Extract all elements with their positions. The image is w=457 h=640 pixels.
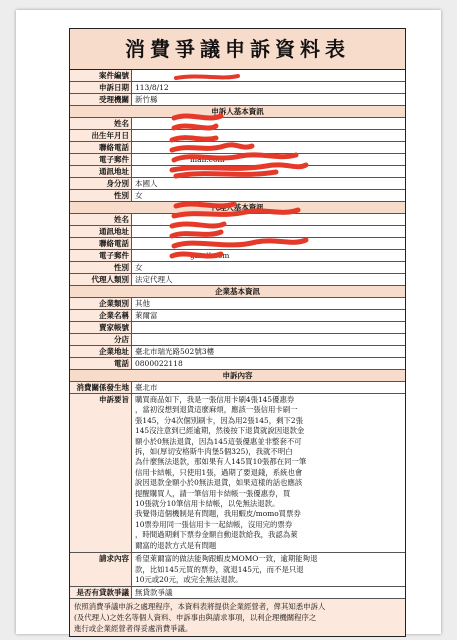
- row-agent-address: [70, 226, 405, 238]
- company-section-header: 企業基本資訊: [70, 286, 405, 298]
- agent-phone-label: 聯絡電話: [70, 238, 132, 249]
- agent-name-value: [132, 214, 405, 225]
- complainant-email-label: 電子郵件: [70, 154, 132, 165]
- row-complainant-dob: [70, 130, 405, 142]
- company-name-label: 企業名稱: [70, 310, 132, 321]
- complaint-form: [69, 28, 406, 637]
- complainant-name-label: 姓名: [70, 118, 132, 129]
- complainant-dob-value: [132, 130, 405, 141]
- row-complainant-identity: [70, 178, 405, 190]
- agent-email-domain: gmail.com: [190, 251, 230, 260]
- company-branch-label: 分店: [70, 334, 132, 345]
- loan-dispute-label: 是否有貸款爭議: [70, 587, 132, 598]
- complaint-section-header: 申訴內容: [70, 370, 405, 382]
- case-no-label: 案件編號: [70, 70, 132, 81]
- row-complaint-location: [70, 382, 405, 394]
- row-complainant-name: [70, 118, 405, 130]
- company-tel-label: 電話: [70, 358, 132, 369]
- row-company-website: [70, 322, 405, 334]
- row-company-branch: [70, 334, 405, 346]
- complainant-address-label: 通訊地址: [70, 166, 132, 177]
- company-website-label: 賣家帳號: [70, 322, 132, 333]
- complaint-request-value: 希望萊爾富的做法能夠跟蝦皮MOMO一致，逾期能夠退 款，比如145元買的票券，就退145元，而不是只退 10元或20元，或完全無法退款。: [135, 554, 318, 584]
- row-agent-type: [70, 274, 405, 286]
- company-category-value: 其他: [135, 299, 150, 308]
- complainant-section-header: 申訴人基本資訊: [70, 106, 405, 118]
- row-agent-name: [70, 214, 405, 226]
- complainant-phone-value: [132, 142, 405, 153]
- row-complainant-address: [70, 166, 405, 178]
- agent-gender-value: 女: [135, 263, 143, 272]
- form-title: 消費爭議申訴資料表: [70, 29, 405, 70]
- company-category-label: 企業類別: [70, 298, 132, 309]
- document-page: [16, 10, 441, 634]
- row-complainant-email: [70, 154, 405, 166]
- row-company-name: [70, 310, 405, 322]
- complainant-email-domain: mail.com: [190, 155, 225, 164]
- agent-type-label: 代理人類別: [70, 274, 132, 285]
- complainant-gender-value: 女: [135, 191, 143, 200]
- row-company-address: [70, 346, 405, 358]
- agent-email-value: [132, 250, 405, 261]
- row-case-no: [70, 70, 405, 82]
- complaint-location-label: 消費關係發生地: [70, 382, 132, 393]
- row-date: [70, 82, 405, 94]
- complaint-summary-value: 購買商品如下，我是一張信用卡刷4張145優惠券 ，當初沒想到退貨這麼麻煩，應該一張信用卡刷一 張145，分4次個別刷卡，因為用2張145，剩下2張 145沒注意到已經逾期，然後按下退貨就說因退款金 額小於0無法退貨，因為145這張優惠並非整套不可 拆，如(厚切安格斯牛肉堡5個325)，我就不明白 為什麼無法退款，那如果有人145買10張都在同一筆 信用卡結帳，只使用1張，過期了要退錢，系統也會 說因退款金額小於0無法退貨，如果這樣的話也應該 提醒購買人，請一筆信用卡結帳一張優惠券，買 10張就分10筆信用卡結帳，以免無法退款。 我覺得這個機制是有問題，我用蝦皮/momo買票券 10票券用同一張信用卡一起結帳，沒用完的票券 ，時間過期剩下票券金額自動退款給我，我認為萊 爾富的退款方式是有問題: [135, 395, 307, 550]
- case-no-value: [132, 70, 405, 81]
- row-agent-phone: [70, 238, 405, 250]
- agent-address-value: [132, 226, 405, 237]
- row-loan-dispute: [70, 587, 405, 599]
- row-complaint-request: [70, 553, 405, 587]
- row-complainant-gender: [70, 190, 405, 202]
- agent-type-value: 法定代理人: [135, 275, 173, 284]
- agency-label: 受理機關: [70, 94, 132, 105]
- row-agent-gender: [70, 262, 405, 274]
- complainant-identity-value: 本國人: [135, 179, 158, 188]
- privacy-notice: 依照消費爭議申訴之處理程序，本資料表將提供企業經營者，俾其知悉申訴人 (及代理人)之姓名等個人資料、申訴事由與請求事項，以利企理機關程序之 進行或企業經營者得妥處消費爭議。: [70, 599, 405, 636]
- agent-address-label: 通訊地址: [70, 226, 132, 237]
- agent-phone-value: [132, 238, 405, 249]
- complainant-email-value: [132, 154, 405, 165]
- agent-email-label: 電子郵件: [70, 250, 132, 261]
- complainant-phone-label: 聯絡電話: [70, 142, 132, 153]
- agent-name-label: 姓名: [70, 214, 132, 225]
- company-website-value: [132, 322, 405, 333]
- row-company-category: [70, 298, 405, 310]
- company-address-value: 臺北市瑞光路502號3樓: [135, 347, 215, 356]
- company-address-label: 企業地址: [70, 346, 132, 357]
- complaint-summary-label: 申訴要旨: [70, 394, 132, 552]
- complainant-name-value: [132, 118, 405, 129]
- complainant-gender-label: 性別: [70, 190, 132, 201]
- complaint-location-value: 臺北市: [135, 383, 158, 392]
- row-agent-email: [70, 250, 405, 262]
- row-company-tel: [70, 358, 405, 370]
- row-complainant-phone: [70, 142, 405, 154]
- row-complaint-summary: [70, 394, 405, 553]
- date-label: 申訴日期: [70, 82, 132, 93]
- loan-dispute-value: 無貸款爭議: [135, 588, 173, 598]
- company-branch-value: [132, 334, 405, 345]
- row-agency: [70, 94, 405, 106]
- complainant-address-value: [132, 166, 405, 177]
- agency-value: 新竹縣: [135, 95, 158, 104]
- agent-section-header: 代理人基本資訊: [70, 202, 405, 214]
- complaint-request-label: 請求內容: [70, 553, 132, 586]
- date-value: 113/8/12: [135, 83, 169, 92]
- complainant-dob-label: 出生年月日: [70, 130, 132, 141]
- complainant-identity-label: 身分別: [70, 178, 132, 189]
- agent-gender-label: 性別: [70, 262, 132, 273]
- company-tel-value: 0800022118: [135, 359, 183, 368]
- company-name-value: 萊爾富: [135, 311, 158, 320]
